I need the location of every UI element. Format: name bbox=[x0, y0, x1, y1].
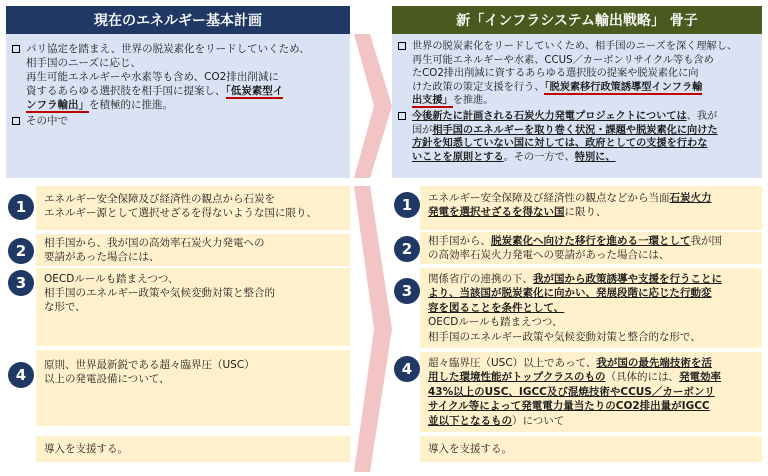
right-p1-line4: けた政策の策定支援を行う、 bbox=[412, 81, 545, 93]
right-item-2-line1a: 相手国から、 bbox=[428, 235, 491, 247]
left-p1-emph1: 「低炭素型イ bbox=[225, 85, 284, 97]
right-item-4-line4: サイクル等によって発電電力量当たりのCO2排出量がIGCC bbox=[428, 400, 710, 413]
right-p1-tail: を推進。 bbox=[452, 95, 494, 107]
right-item-4-line1a: 超々臨界圧（USC）以上であって、 bbox=[428, 357, 597, 369]
right-p1-line3: たCO2排出削減に資するあらゆる選択肢の提案や脱炭素化に向 bbox=[412, 68, 699, 80]
left-item-1 bbox=[36, 186, 350, 230]
left-p1-line4: 資するあらゆる選択肢を相手国に提案し、 bbox=[26, 85, 226, 97]
left-item-4-line1: 原則、世界最新鋭である超々臨界圧（USC） bbox=[44, 359, 255, 371]
right-item-1-emph2: 発電を選択せざるを得ない国 bbox=[428, 206, 565, 218]
right-item-1-tail: に限り、 bbox=[564, 206, 607, 218]
right-footer bbox=[420, 436, 762, 462]
right-item-3-line2: より、当該国が脱炭素化に向かい、発展段階に応じた行動変 bbox=[428, 287, 712, 300]
right-p1-line1: 世界の脱炭素化をリードしていくため、相手国のニーズを深く理解し、 bbox=[412, 41, 738, 52]
right-item-4-line3: 43%以上のUSC、IGCC及び混焼技術やCCUS／カーボンリ bbox=[428, 385, 715, 398]
right-item-3-emph1: 我が国から政策誘導や支援を行うことに bbox=[533, 273, 722, 285]
left-item-1-line1: エネルギー安全保障及び経済性の観点から石炭を bbox=[44, 193, 275, 205]
right-item-1-line1: エネルギー安全保障及び経済性の観点などから当面 bbox=[428, 192, 670, 204]
number-badge-2: 2 bbox=[8, 238, 34, 264]
left-p1-line1: パリ協定を踏まえ、世界の脱炭素化をリードしていくため、 bbox=[26, 43, 310, 55]
right-item-3-line5: 相手国のエネルギー政策や気候変動対策と整合的な形で、 bbox=[428, 330, 701, 343]
left-summary-panel bbox=[6, 34, 350, 178]
right-item-2-emph: 脱炭素化へ向けた移行を進める一環として bbox=[491, 235, 691, 247]
number-badge-1: 1 bbox=[8, 194, 34, 220]
left-item-2 bbox=[36, 234, 350, 266]
left-item-3 bbox=[36, 268, 350, 346]
right-p2-line4-mid: 。その一方で、 bbox=[503, 151, 575, 163]
right-item-2-line2: の高効率石炭火力発電への要請があった場合には、 bbox=[428, 249, 670, 261]
square-bullet-icon bbox=[12, 117, 20, 125]
number-badge-4: 4 bbox=[8, 362, 34, 388]
left-p1-line2: 相手国のニーズに応じ、 bbox=[26, 57, 141, 69]
square-bullet-icon bbox=[398, 112, 406, 120]
right-p2-line2: 相手国のエネルギーを取り巻く状況・課題や脱炭素化に向けた bbox=[432, 124, 718, 136]
right-item-4-emph3: 発電効率 bbox=[679, 371, 722, 384]
right-summary-panel bbox=[392, 34, 762, 178]
right-item-3 bbox=[420, 268, 762, 348]
left-footer bbox=[36, 436, 350, 462]
left-item-3-line3: な形で、 bbox=[44, 301, 86, 313]
right-item-3-line1a: 関係省庁の連携の下、 bbox=[428, 273, 533, 285]
square-bullet-icon bbox=[398, 42, 406, 50]
arrow-top bbox=[354, 34, 394, 178]
right-item-4 bbox=[420, 352, 762, 432]
left-item-4-line2: 以上の発電設備について、 bbox=[44, 373, 170, 385]
left-footer-text: 導入を支援する。 bbox=[44, 443, 128, 455]
right-p2-line4: いことを原則とする bbox=[412, 151, 504, 163]
right-item-2 bbox=[420, 232, 762, 264]
right-p1-line2: 再生可能エネルギーや水素、CCUS／カーボンリサイクル等も含め bbox=[412, 54, 714, 66]
right-item-4-emph1: 我が国の最先端技術を活 bbox=[596, 357, 712, 369]
left-p1-line3: 再生可能エネルギーや水素等も含め、CO2排出削減に bbox=[26, 71, 279, 83]
left-item-4 bbox=[36, 350, 350, 426]
right-item-1 bbox=[420, 186, 762, 230]
right-item-3-line4: OECDルールも踏まえつつ、 bbox=[428, 316, 563, 329]
number-badge-4: 4 bbox=[394, 356, 420, 382]
left-item-2-line1: 相手国から、我が国の高効率石炭火力発電への bbox=[44, 237, 265, 249]
right-item-4-line2b: （具体的には、 bbox=[605, 371, 680, 384]
right-item-4-emph4: 並以下となるもの bbox=[428, 414, 512, 427]
left-p2: その中で bbox=[26, 115, 68, 127]
right-item-4-tail: ）について bbox=[512, 414, 565, 427]
right-item-4-emph2: 用した環境性能がトップクラスのもの bbox=[428, 371, 606, 384]
left-item-1-line2: エネルギー源として選択せざるを得ないような国に限り、 bbox=[44, 207, 317, 219]
number-badge-2: 2 bbox=[394, 236, 420, 262]
left-header: 現在のエネルギー基本計画 bbox=[6, 6, 350, 34]
right-p1-emph1: 「脱炭素移行政策誘導型インフラ輸 bbox=[544, 81, 703, 93]
right-item-1-emph1: 石炭火力 bbox=[669, 192, 712, 204]
arrow-bottom bbox=[354, 186, 394, 472]
left-item-2-line2: 要請があった場合には、 bbox=[44, 251, 160, 263]
right-p2-line1-tail: 、我が bbox=[686, 110, 718, 122]
number-badge-3: 3 bbox=[8, 270, 34, 296]
right-item-2-line1c: 我が国 bbox=[690, 235, 722, 247]
right-p1-emph2: 出支援」 bbox=[412, 95, 453, 107]
right-footer-text: 導入を支援する。 bbox=[428, 443, 512, 455]
left-p1-tail: を積極的に推進。 bbox=[89, 99, 173, 111]
square-bullet-icon bbox=[12, 45, 20, 53]
number-badge-1: 1 bbox=[394, 192, 420, 218]
left-item-3-line1: OECDルールも踏まえつつ、 bbox=[44, 273, 179, 285]
right-p2-line2-head: 国が bbox=[412, 124, 433, 136]
left-item-3-line2: 相手国のエネルギー政策や気候変動対策と整合的 bbox=[44, 287, 275, 299]
right-header: 新「インフラシステム輸出戦略」 骨子 bbox=[392, 6, 762, 34]
right-p2-line4-tail: 特別に、 bbox=[574, 151, 616, 163]
left-p1-emph2: ンフラ輸出」 bbox=[26, 99, 89, 111]
right-p2-line3: 方針を知悉していない国に対しては、政府としての支援を行わな bbox=[412, 138, 708, 150]
right-item-3-line3: 容を図ることを条件として、 bbox=[428, 301, 565, 314]
number-badge-3: 3 bbox=[394, 278, 420, 304]
right-p2-line1: 今後新たに計画される石炭火力発電プロジェクトについては bbox=[412, 110, 687, 122]
